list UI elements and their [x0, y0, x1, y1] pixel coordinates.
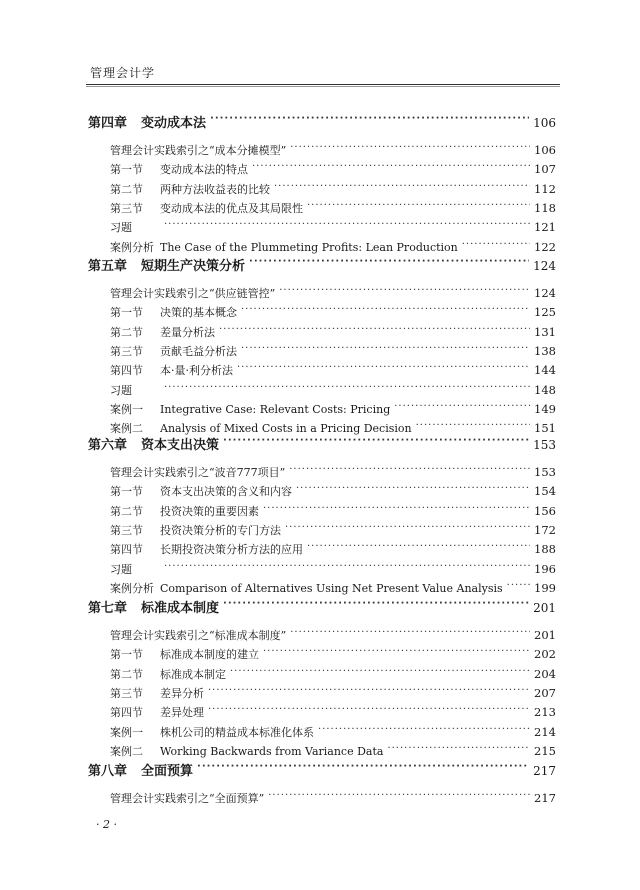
- entry-label: 第三节: [110, 344, 143, 358]
- entry-title: 长期投资决策分析方法的应用: [160, 543, 303, 557]
- entry-page: 118: [534, 200, 556, 215]
- entry-page: 201: [534, 628, 556, 642]
- running-head: 管理会计学: [90, 66, 156, 80]
- toc-entry[interactable]: [88, 522, 556, 538]
- chapter-number: 第六章: [88, 438, 128, 453]
- entry-title: 管理会计实践索引之“标准成本制度”: [110, 629, 287, 642]
- toc-entry[interactable]: [88, 561, 556, 577]
- dot-leader: [274, 182, 530, 193]
- toc-entry[interactable]: [88, 685, 556, 701]
- entry-title: 管理会计实践索引之“波音777项目”: [110, 466, 286, 479]
- entry-label: 第二节: [110, 667, 143, 681]
- entry-page: 131: [534, 324, 556, 339]
- entry-page: 188: [534, 542, 556, 557]
- dot-leader: [210, 114, 529, 127]
- dot-leader: [252, 162, 530, 173]
- dot-leader: [223, 599, 529, 612]
- dot-leader: [285, 523, 530, 534]
- dot-leader: [290, 143, 530, 154]
- dot-leader: [263, 647, 530, 658]
- header-rule: [86, 84, 560, 85]
- chapter-number: 第八章: [88, 764, 128, 779]
- entry-page: 106: [534, 143, 556, 157]
- entry-title: 差量分析法: [160, 325, 215, 339]
- toc-entry[interactable]: [88, 181, 556, 197]
- page-number: · 2 ·: [96, 818, 117, 831]
- entry-title: 管理会计实践索引之“全面预算”: [110, 792, 265, 805]
- toc-entry[interactable]: [88, 483, 556, 499]
- entry-page: 112: [534, 181, 556, 196]
- dot-leader: [394, 402, 530, 413]
- toc-entry[interactable]: [88, 304, 556, 320]
- toc-entry[interactable]: [88, 382, 556, 398]
- entry-page: 217: [534, 791, 556, 805]
- entry-page: 125: [534, 305, 556, 320]
- toc-entry[interactable]: [88, 541, 556, 557]
- entry-title: 变动成本法的特点: [160, 163, 248, 177]
- entry-title: 决策的基本概念: [160, 306, 237, 320]
- entry-label: 第四节: [110, 706, 143, 720]
- chapter-heading[interactable]: [88, 597, 556, 616]
- toc-entry[interactable]: [88, 401, 556, 417]
- toc-entry[interactable]: [88, 362, 556, 378]
- chapter-number: 第四章: [88, 116, 128, 131]
- entry-title: Analysis of Mixed Costs in a Pricing Decision: [160, 422, 412, 436]
- entry-page: 153: [534, 465, 556, 479]
- dot-leader: [387, 744, 530, 755]
- chapter-page: 106: [533, 116, 556, 130]
- entry-title: Comparison of Alternatives Using Net Present Value Analysis: [160, 581, 503, 595]
- entry-page: 214: [534, 724, 556, 739]
- toc-entry[interactable]: [88, 580, 556, 596]
- toc-entry[interactable]: [88, 239, 556, 255]
- dot-leader: [462, 240, 530, 251]
- dot-leader: [263, 504, 530, 515]
- chapter-number: 第五章: [88, 259, 128, 274]
- dot-leader: [164, 220, 530, 231]
- entry-label: 第三节: [110, 686, 143, 700]
- entry-label: 第四节: [110, 364, 143, 378]
- entry-page: 196: [534, 561, 556, 576]
- dot-leader: [223, 436, 529, 449]
- entry-label: 案例二: [110, 744, 143, 758]
- dot-leader: [197, 762, 529, 775]
- toc-entry[interactable]: [88, 324, 556, 340]
- entry-label: 习题: [110, 383, 132, 397]
- dot-leader: [279, 286, 530, 297]
- dot-leader: [249, 257, 529, 270]
- dot-leader: [296, 484, 530, 495]
- chapter-heading[interactable]: [88, 760, 556, 779]
- entry-page: 151: [534, 421, 556, 436]
- entry-label: 案例一: [110, 725, 143, 739]
- entry-label: 第二节: [110, 182, 143, 196]
- entry-label: 习题: [110, 221, 132, 235]
- chapter-page: 201: [533, 601, 556, 615]
- entry-page: 124: [534, 286, 556, 300]
- chapter-title: 短期生产决策分析: [141, 259, 246, 274]
- entry-title: 标准成本制度的建立: [160, 648, 259, 662]
- entry-page: 148: [534, 382, 556, 397]
- toc-entry[interactable]: [88, 200, 556, 216]
- entry-title: 管理会计实践索引之“供应链管控”: [110, 287, 276, 300]
- dot-leader: [230, 667, 530, 678]
- toc-entry[interactable]: [88, 142, 556, 158]
- entry-page: 202: [534, 647, 556, 662]
- chapter-page: 124: [533, 259, 556, 273]
- entry-page: 154: [534, 484, 556, 499]
- dot-leader: [208, 686, 530, 697]
- entry-title: 本·量·利分析法: [160, 364, 233, 378]
- dot-leader: [289, 465, 530, 476]
- dot-leader: [164, 383, 530, 394]
- entry-title: The Case of the Plummeting Profits: Lean Production: [160, 240, 458, 254]
- entry-title: 资本支出决策的含义和内容: [160, 485, 292, 499]
- toc-entry[interactable]: [88, 790, 556, 806]
- entry-title: 标准成本制定: [160, 667, 226, 681]
- entry-label: 案例二: [110, 422, 143, 436]
- toc-entry[interactable]: [88, 464, 556, 480]
- entry-page: 122: [534, 239, 556, 254]
- entry-label: 第三节: [110, 523, 143, 537]
- entry-label: 案例一: [110, 402, 143, 416]
- toc-entry[interactable]: [88, 343, 556, 359]
- entry-title: Working Backwards from Variance Data: [160, 744, 384, 758]
- chapter-title: 资本支出决策: [141, 438, 220, 453]
- entry-page: 207: [534, 685, 556, 700]
- entry-page: 156: [534, 503, 556, 518]
- entry-label: 第三节: [110, 201, 143, 215]
- entry-label: 案例分析: [110, 240, 154, 254]
- entry-label: 第二节: [110, 504, 143, 518]
- entry-page: 199: [534, 580, 556, 595]
- entry-title: 差异分析: [160, 686, 204, 700]
- chapter-number: 第七章: [88, 601, 128, 616]
- entry-title: 投资决策的重要因素: [160, 504, 259, 518]
- entry-title: 贡献毛益分析法: [160, 344, 237, 358]
- chapter-page: 217: [533, 764, 556, 778]
- entry-label: 习题: [110, 562, 132, 576]
- entry-title: Integrative Case: Relevant Costs: Pricing: [160, 402, 391, 416]
- dot-leader: [290, 628, 530, 639]
- entry-label: 案例分析: [110, 581, 154, 595]
- toc-entry[interactable]: [88, 743, 556, 759]
- toc-entry[interactable]: [88, 503, 556, 519]
- chapter-title: 全面预算: [141, 764, 194, 779]
- toc-entry[interactable]: [88, 724, 556, 740]
- dot-leader: [307, 542, 530, 553]
- dot-leader: [241, 344, 530, 355]
- chapter-heading[interactable]: [88, 112, 556, 131]
- chapter-heading[interactable]: [88, 255, 556, 274]
- entry-label: 第一节: [110, 485, 143, 499]
- entry-label: 第二节: [110, 325, 143, 339]
- entry-page: 138: [534, 343, 556, 358]
- entry-title: 差异处理: [160, 706, 204, 720]
- toc-entry[interactable]: [88, 666, 556, 682]
- entry-page: 121: [534, 220, 556, 235]
- entry-page: 215: [534, 743, 556, 758]
- toc-entry[interactable]: [88, 285, 556, 301]
- entry-page: 144: [534, 363, 556, 378]
- toc-entry[interactable]: [88, 219, 556, 235]
- entry-title: 管理会计实践索引之“成本分摊模型”: [110, 144, 287, 157]
- entry-label: 第一节: [110, 306, 143, 320]
- entry-label: 第四节: [110, 543, 143, 557]
- entry-title: 投资决策分析的专门方法: [160, 523, 281, 537]
- dot-leader: [237, 363, 530, 374]
- dot-leader: [164, 562, 530, 573]
- entry-page: 204: [534, 666, 556, 681]
- dot-leader: [208, 705, 530, 716]
- header-rule-thin: [86, 86, 560, 87]
- entry-page: 213: [534, 705, 556, 720]
- chapter-title: 变动成本法: [141, 116, 207, 131]
- dot-leader: [307, 201, 530, 212]
- toc-entry[interactable]: [88, 704, 556, 720]
- entry-label: 第一节: [110, 648, 143, 662]
- dot-leader: [318, 725, 530, 736]
- entry-title: 株机公司的精益成本标准化体系: [160, 725, 314, 739]
- dot-leader: [241, 305, 530, 316]
- toc-entry[interactable]: [88, 627, 556, 643]
- dot-leader: [268, 791, 530, 802]
- entry-title: 两种方法收益表的比较: [160, 182, 270, 196]
- toc-entry[interactable]: [88, 646, 556, 662]
- dot-leader: [219, 325, 530, 336]
- entry-label: 第一节: [110, 163, 143, 177]
- chapter-title: 标准成本制度: [141, 601, 220, 616]
- toc-entry[interactable]: [88, 161, 556, 177]
- entry-page: 149: [534, 401, 556, 416]
- entry-title: 变动成本法的优点及其局限性: [160, 201, 303, 215]
- chapter-heading[interactable]: [88, 434, 556, 453]
- entry-page: 107: [534, 162, 556, 177]
- dot-leader: [416, 421, 530, 432]
- dot-leader: [507, 581, 530, 592]
- entry-page: 172: [534, 522, 556, 537]
- chapter-page: 153: [533, 438, 556, 452]
